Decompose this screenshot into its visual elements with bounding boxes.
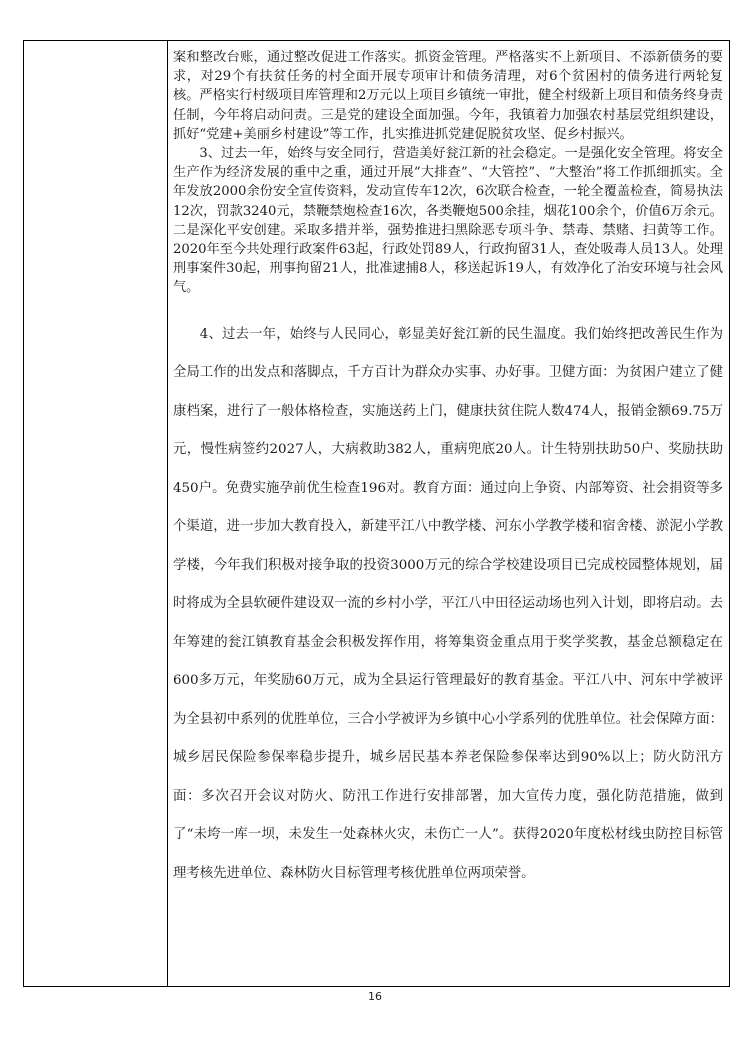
content-cell (167, 41, 729, 986)
paragraph-safety: 3、过去一年，始终与安全同行，营造美好瓮江新的社会稳定。一是强化安全管理。将安全生产作为经济发展的重中之重，通过开展“大排查”、“大管控”、“大整治”将工作抓细抓实。全年发放2000余份安全宣传资料，发动宣传车12次，6次联合检查，一轮全覆盖检查，简易执法12次，罚款3240元，禁鞭禁炮检查16次，各类鞭炮500余挂，烟花100余个，价值6万余元。二是深化平安创建。采取多措并举，强势推进扫黑除恶专项斗争、禁毒、禁赌、扫黄等工作。2020年至今共处理行政案件63起，行政处罚89人，行政拘留31人，查处吸毒人员13人。处理刑事案件30起，刑事拘留21人，批准逮捕8人，移送起诉19人，有效净化了治安环境与社会风气。 (173, 146, 723, 296)
label-column (24, 41, 168, 986)
paragraph-party-building: 案和整改台账，通过整改促进工作落实。抓资金管理。严格落实不上新项目、不添新债务的要求，对29个有扶贫任务的村全面开展专项审计和债务清理，对6个贫困村的债务进行两轮复核。严格实行村级项目库管理和2万元以上项目乡镇统一审批，健全村级新上项目和债务终身责任制，今年将启动问责。三是党的建设全面加强。今年，我镇着力加强农村基层党组织建设，抓好“党建+美丽乡村建设”等工作，扎实推进抓党建促脱贫攻坚、促乡村振兴。 (173, 50, 723, 142)
paragraph-livelihood: 4、过去一年，始终与人民同心，彰显美好瓮江新的民生温度。我们始终把改善民生作为全局工作的出发点和落脚点，千方百计为群众办实事、办好事。卫健方面：为贫困户建立了健康档案，进行了一般体格检查，实施送药上门，健康扶贫住院人数474人，报销金额69.75万元，慢性病签约2027人，大病救助382人，重病兜底20人。计生特别扶助50户、奖励扶助450户。免费实施孕前优生检查196对。教育方面：通过向上争资、内部筹资、社会捐资等多个渠道，进一步加大教育投入，新建平江八中教学楼、河东小学教学楼和宿舍楼、淤泥小学教学楼，今年我们积极对接争取的投资3000万元的综合学校建设项目已完成校园整体规划，届时将成为全县软硬件建设双一流的乡村小学，平江八中田径运动场也列入计划，即将启动。去年筹建的瓮江镇教育基金会积极发挥作用，将筹集资金重点用于奖学奖教，基金总额稳定在600多万元，年奖励60万元，成为全县运行管理最好的教育基金。平江八中、河东中学被评为全县初中系列的优胜单位，三合小学被评为乡镇中心小学系列的优胜单位。社会保障方面：城乡居民保险参保率稳步提升，城乡居民基本养老保险参保率达到90%以上；防火防汛方面：多次召开会议对防火、防汛工作进行安排部署，加大宣传力度，强化防范措施，做到了“未垮一库一坝，未发生一处森林火灾，未伤亡一人”。获得2020年度松材线虫防控目标管理考核先进单位、森林防火目标管理考核优胜单位两项荣誉。 (173, 326, 723, 881)
document-table (23, 40, 730, 987)
page-number: 16 (368, 990, 382, 1003)
